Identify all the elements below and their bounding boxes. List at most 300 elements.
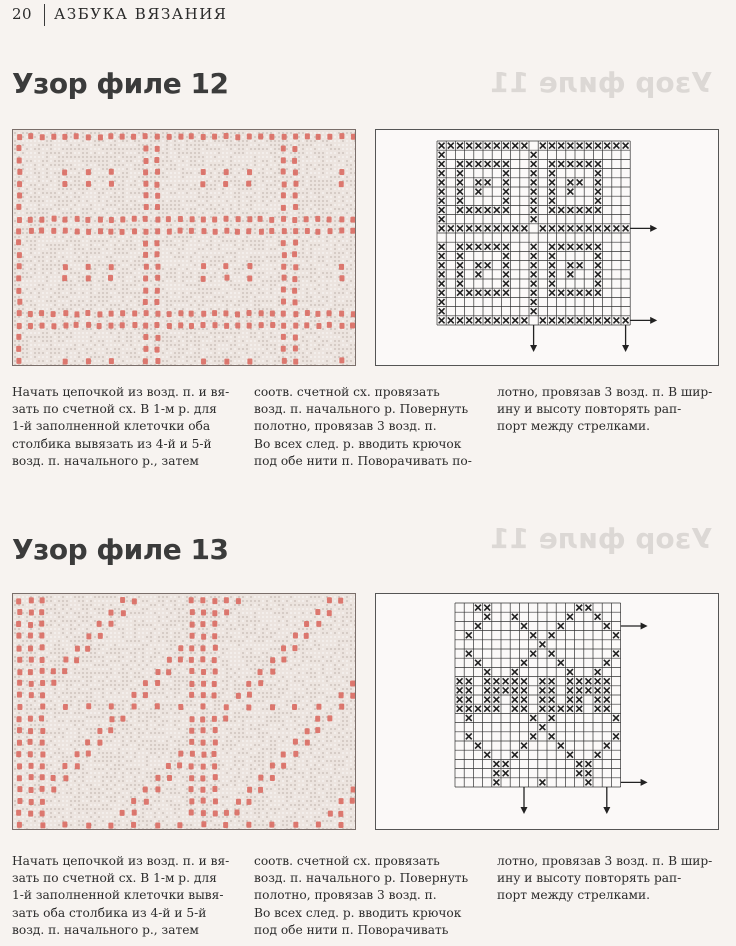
yarn-stitch [194, 252, 196, 254]
yarn-stitch [258, 200, 260, 202]
yarn-stitch [234, 348, 236, 350]
yarn-stitch [46, 340, 48, 342]
yarn-stitch [146, 284, 148, 286]
yarn-stitch [190, 188, 192, 190]
yarn-stitch [250, 212, 252, 214]
yarn-stitch [30, 260, 32, 262]
yarn-stitch [142, 248, 144, 250]
yarn-stitch [86, 332, 88, 334]
yarn-stitch [330, 344, 332, 346]
yarn-stitch [238, 248, 240, 250]
yarn-stitch [178, 256, 180, 258]
yarn-stitch [210, 328, 212, 330]
yarn-stitch [214, 348, 216, 350]
yarn-stitch [70, 308, 72, 310]
yarn-stitch [150, 196, 152, 198]
yarn-stitch [306, 320, 308, 322]
yarn-stitch [290, 228, 292, 230]
yarn-stitch [90, 304, 92, 306]
yarn-stitch [222, 336, 224, 338]
yarn-stitch [342, 204, 344, 206]
yarn-stitch [26, 276, 28, 278]
yarn-stitch [182, 224, 184, 226]
yarn-stitch [178, 204, 180, 206]
yarn-stitch [302, 340, 304, 342]
yarn-stitch [18, 284, 20, 286]
yarn-stitch [154, 356, 156, 358]
yarn-stitch [354, 280, 356, 282]
yarn-stitch [66, 164, 68, 166]
yarn-stitch [166, 340, 168, 342]
yarn-stitch [62, 176, 64, 178]
yarn-stitch [158, 332, 160, 334]
yarn-stitch [90, 284, 92, 286]
yarn-stitch [286, 132, 288, 134]
yarn-stitch [318, 212, 320, 214]
yarn-stitch [14, 176, 16, 178]
yarn-stitch [322, 344, 324, 346]
yarn-stitch [86, 344, 88, 346]
yarn-stitch [266, 232, 268, 234]
yarn-stitch [130, 312, 132, 314]
yarn-stitch [158, 200, 160, 202]
yarn-stitch [234, 276, 236, 278]
yarn-stitch [314, 192, 316, 194]
yarn-stitch [70, 156, 72, 158]
yarn-stitch [18, 236, 20, 238]
yarn-stitch [62, 248, 64, 250]
yarn-stitch [30, 212, 32, 214]
yarn-stitch [58, 152, 60, 154]
yarn-stitch [214, 192, 216, 194]
yarn-stitch [150, 280, 152, 282]
yarn-stitch [110, 304, 112, 306]
yarn-stitch [210, 188, 212, 190]
yarn-stitch [214, 272, 216, 274]
yarn-stitch [306, 164, 308, 166]
yarn-stitch [130, 352, 132, 354]
yarn-stitch [158, 296, 160, 298]
yarn-stitch [34, 176, 36, 178]
yarn-stitch [230, 312, 232, 314]
yarn-stitch [166, 132, 168, 134]
yarn-stitch [326, 284, 328, 286]
yarn-stitch [70, 192, 72, 194]
yarn-stitch [14, 208, 16, 210]
yarn-stitch [150, 232, 152, 234]
yarn-stitch [142, 176, 144, 178]
yarn-stitch [310, 344, 312, 346]
yarn-stitch [122, 300, 124, 302]
yarn-stitch [238, 276, 240, 278]
yarn-stitch [198, 248, 200, 250]
yarn-stitch [118, 240, 120, 242]
yarn-stitch [150, 172, 152, 174]
yarn-stitch [250, 244, 252, 246]
yarn-stitch [270, 204, 272, 206]
yarn-stitch [346, 312, 348, 314]
yarn-stitch [54, 152, 56, 154]
yarn-stitch [78, 204, 80, 206]
yarn-stitch [106, 332, 108, 334]
yarn-stitch [346, 336, 348, 338]
yarn-stitch [122, 156, 124, 158]
yarn-stitch [194, 268, 196, 270]
yarn-stitch [134, 188, 136, 190]
yarn-stitch [70, 324, 72, 326]
yarn-stitch [258, 244, 260, 246]
yarn-stitch [190, 224, 192, 226]
yarn-stitch [70, 256, 72, 258]
yarn-stitch [230, 284, 232, 286]
yarn-stitch [138, 316, 140, 318]
yarn-stitch [274, 248, 276, 250]
yarn-stitch [86, 156, 88, 158]
yarn-stitch [274, 284, 276, 286]
yarn-stitch [22, 132, 24, 134]
yarn-stitch [74, 192, 76, 194]
yarn-stitch [78, 152, 80, 154]
yarn-stitch [54, 296, 56, 298]
yarn-stitch [318, 208, 320, 210]
yarn-stitch [262, 144, 264, 146]
yarn-stitch [210, 316, 212, 318]
yarn-stitch [206, 344, 208, 346]
yarn-stitch [314, 344, 316, 346]
yarn-stitch [122, 352, 124, 354]
yarn-stitch [354, 284, 356, 286]
yarn-stitch [22, 272, 24, 274]
yarn-stitch [186, 156, 188, 158]
yarn-stitch [334, 188, 336, 190]
yarn-stitch [314, 352, 316, 354]
yarn-stitch [242, 316, 244, 318]
yarn-stitch [74, 240, 76, 242]
yarn-stitch [34, 144, 36, 146]
yarn-stitch [66, 304, 68, 306]
yarn-stitch [50, 172, 52, 174]
yarn-stitch [262, 300, 264, 302]
yarn-stitch [266, 228, 268, 230]
yarn-stitch [298, 148, 300, 150]
yarn-stitch [326, 336, 328, 338]
yarn-stitch [278, 216, 280, 218]
yarn-stitch [278, 156, 280, 158]
yarn-stitch [174, 268, 176, 270]
yarn-stitch [206, 212, 208, 214]
yarn-stitch [130, 344, 132, 346]
yarn-stitch [30, 224, 32, 226]
yarn-stitch [210, 140, 212, 142]
yarn-stitch [114, 228, 116, 230]
yarn-stitch [226, 236, 228, 238]
yarn-stitch [230, 176, 232, 178]
yarn-stitch [218, 316, 220, 318]
yarn-stitch [90, 188, 92, 190]
yarn-stitch [206, 296, 208, 298]
yarn-stitch [106, 180, 108, 182]
yarn-stitch [206, 164, 208, 166]
yarn-stitch [110, 164, 112, 166]
yarn-stitch [166, 208, 168, 210]
yarn-stitch [130, 308, 132, 310]
yarn-stitch [282, 212, 284, 214]
yarn-stitch [242, 200, 244, 202]
yarn-stitch [78, 252, 80, 254]
yarn-stitch [214, 296, 216, 298]
yarn-stitch [298, 144, 300, 146]
yarn-stitch [314, 196, 316, 198]
yarn-stitch [94, 160, 96, 162]
yarn-stitch [270, 280, 272, 282]
yarn-stitch [322, 248, 324, 250]
yarn-stitch [234, 288, 236, 290]
yarn-stitch [114, 272, 116, 274]
yarn-stitch [118, 344, 120, 346]
yarn-stitch [282, 308, 284, 310]
yarn-stitch [218, 248, 220, 250]
yarn-stitch [82, 192, 84, 194]
yarn-stitch [294, 356, 296, 358]
yarn-stitch [258, 308, 260, 310]
yarn-stitch [278, 340, 280, 342]
yarn-stitch [310, 300, 312, 302]
yarn-stitch [310, 324, 312, 326]
yarn-stitch [98, 348, 100, 350]
yarn-stitch [270, 272, 272, 274]
yarn-stitch [66, 316, 68, 318]
yarn-stitch [258, 152, 260, 154]
yarn-stitch [178, 300, 180, 302]
yarn-stitch [242, 180, 244, 182]
yarn-stitch [86, 336, 88, 338]
yarn-stitch [310, 312, 312, 314]
yarn-stitch [258, 340, 260, 342]
yarn-stitch [38, 316, 40, 318]
yarn-stitch [66, 252, 68, 254]
yarn-stitch [102, 252, 104, 254]
yarn-stitch [306, 296, 308, 298]
yarn-stitch [222, 176, 224, 178]
yarn-stitch [286, 344, 288, 346]
yarn-stitch [286, 328, 288, 330]
yarn-stitch [166, 212, 168, 214]
yarn-stitch [262, 328, 264, 330]
yarn-stitch [326, 272, 328, 274]
yarn-stitch [290, 200, 292, 202]
yarn-stitch [262, 268, 264, 270]
yarn-stitch [134, 200, 136, 202]
yarn-stitch [46, 316, 48, 318]
yarn-stitch [310, 284, 312, 286]
yarn-stitch [186, 152, 188, 154]
yarn-stitch [322, 200, 324, 202]
yarn-stitch [326, 344, 328, 346]
yarn-stitch [222, 248, 224, 250]
yarn-stitch [242, 184, 244, 186]
yarn-stitch [334, 252, 336, 254]
yarn-stitch [214, 236, 216, 238]
yarn-stitch [310, 356, 312, 358]
yarn-stitch [254, 152, 256, 154]
yarn-stitch [222, 236, 224, 238]
yarn-stitch [74, 256, 76, 258]
yarn-stitch [258, 224, 260, 226]
yarn-stitch [46, 136, 48, 138]
yarn-stitch [190, 288, 192, 290]
yarn-stitch [354, 200, 356, 202]
yarn-stitch [170, 244, 172, 246]
yarn-stitch [322, 340, 324, 342]
yarn-stitch [42, 252, 44, 254]
yarn-stitch [54, 292, 56, 294]
yarn-stitch [302, 196, 304, 198]
yarn-stitch [178, 144, 180, 146]
yarn-stitch [46, 300, 48, 302]
yarn-stitch [298, 268, 300, 270]
yarn-stitch [90, 192, 92, 194]
yarn-stitch [70, 272, 72, 274]
yarn-stitch [130, 184, 132, 186]
yarn-stitch [274, 140, 276, 142]
yarn-stitch [310, 280, 312, 282]
yarn-stitch [214, 260, 216, 262]
yarn-stitch [354, 256, 356, 258]
yarn-stitch [354, 240, 356, 242]
yarn-stitch [102, 296, 104, 298]
yarn-stitch [30, 176, 32, 178]
yarn-stitch [78, 300, 80, 302]
yarn-stitch [94, 184, 96, 186]
yarn-stitch [30, 308, 32, 310]
yarn-stitch [14, 152, 16, 154]
yarn-stitch [90, 308, 92, 310]
yarn-stitch [70, 240, 72, 242]
yarn-stitch [318, 204, 320, 206]
yarn-stitch [210, 212, 212, 214]
yarn-stitch [326, 200, 328, 202]
yarn-stitch [206, 140, 208, 142]
yarn-stitch [138, 360, 140, 362]
yarn-stitch [338, 160, 340, 162]
yarn-stitch [310, 264, 312, 266]
yarn-stitch [306, 316, 308, 318]
yarn-stitch [66, 288, 68, 290]
yarn-stitch [346, 196, 348, 198]
yarn-stitch [150, 312, 152, 314]
yarn-stitch [262, 212, 264, 214]
yarn-stitch [226, 196, 228, 198]
yarn-stitch [38, 308, 40, 310]
yarn-stitch [330, 336, 332, 338]
yarn-stitch [234, 340, 236, 342]
yarn-stitch [174, 180, 176, 182]
yarn-stitch [46, 344, 48, 346]
yarn-stitch [206, 160, 208, 162]
yarn-stitch [162, 140, 164, 142]
yarn-stitch [330, 144, 332, 146]
yarn-stitch [146, 352, 148, 354]
yarn-stitch [114, 356, 116, 358]
yarn-stitch [22, 348, 24, 350]
yarn-stitch [118, 252, 120, 254]
yarn-stitch [26, 152, 28, 154]
yarn-stitch [78, 180, 80, 182]
yarn-stitch [46, 160, 48, 162]
yarn-stitch [326, 236, 328, 238]
yarn-stitch [110, 352, 112, 354]
yarn-stitch [214, 332, 216, 334]
yarn-stitch [278, 356, 280, 358]
yarn-stitch [190, 304, 192, 306]
yarn-stitch [338, 200, 340, 202]
yarn-stitch [226, 176, 228, 178]
yarn-stitch [70, 292, 72, 294]
yarn-stitch [210, 180, 212, 182]
yarn-stitch [210, 172, 212, 174]
yarn-stitch [310, 132, 312, 134]
yarn-stitch [354, 248, 356, 250]
yarn-stitch [282, 356, 284, 358]
yarn-stitch [274, 336, 276, 338]
yarn-stitch [278, 224, 280, 226]
yarn-stitch [338, 236, 340, 238]
yarn-stitch [130, 260, 132, 262]
yarn-stitch [302, 304, 304, 306]
yarn-stitch [162, 268, 164, 270]
yarn-stitch [42, 172, 44, 174]
yarn-stitch [234, 352, 236, 354]
yarn-stitch [50, 244, 52, 246]
yarn-stitch [278, 220, 280, 222]
yarn-stitch [350, 180, 352, 182]
yarn-stitch [34, 340, 36, 342]
yarn-stitch [246, 304, 248, 306]
yarn-stitch [30, 268, 32, 270]
yarn-stitch [206, 276, 208, 278]
yarn-stitch [338, 212, 340, 214]
yarn-stitch [30, 152, 32, 154]
yarn-stitch [238, 244, 240, 246]
yarn-stitch [186, 300, 188, 302]
yarn-stitch [46, 348, 48, 350]
yarn-stitch [350, 192, 352, 194]
yarn-stitch [262, 348, 264, 350]
yarn-stitch [34, 164, 36, 166]
yarn-stitch [170, 164, 172, 166]
yarn-stitch [62, 300, 64, 302]
yarn-stitch [186, 360, 188, 362]
yarn-stitch [234, 320, 236, 322]
yarn-stitch [330, 304, 332, 306]
yarn-stitch [82, 188, 84, 190]
yarn-stitch [234, 172, 236, 174]
yarn-stitch [334, 184, 336, 186]
yarn-stitch [58, 332, 60, 334]
yarn-stitch [170, 132, 172, 134]
yarn-stitch [74, 272, 76, 274]
yarn-stitch [98, 236, 100, 238]
yarn-stitch [342, 332, 344, 334]
yarn-stitch [174, 344, 176, 346]
yarn-stitch [46, 152, 48, 154]
yarn-stitch [114, 276, 116, 278]
yarn-stitch [326, 244, 328, 246]
yarn-stitch [190, 296, 192, 298]
yarn-stitch [74, 204, 76, 206]
yarn-stitch [218, 220, 220, 222]
yarn-stitch [118, 208, 120, 210]
